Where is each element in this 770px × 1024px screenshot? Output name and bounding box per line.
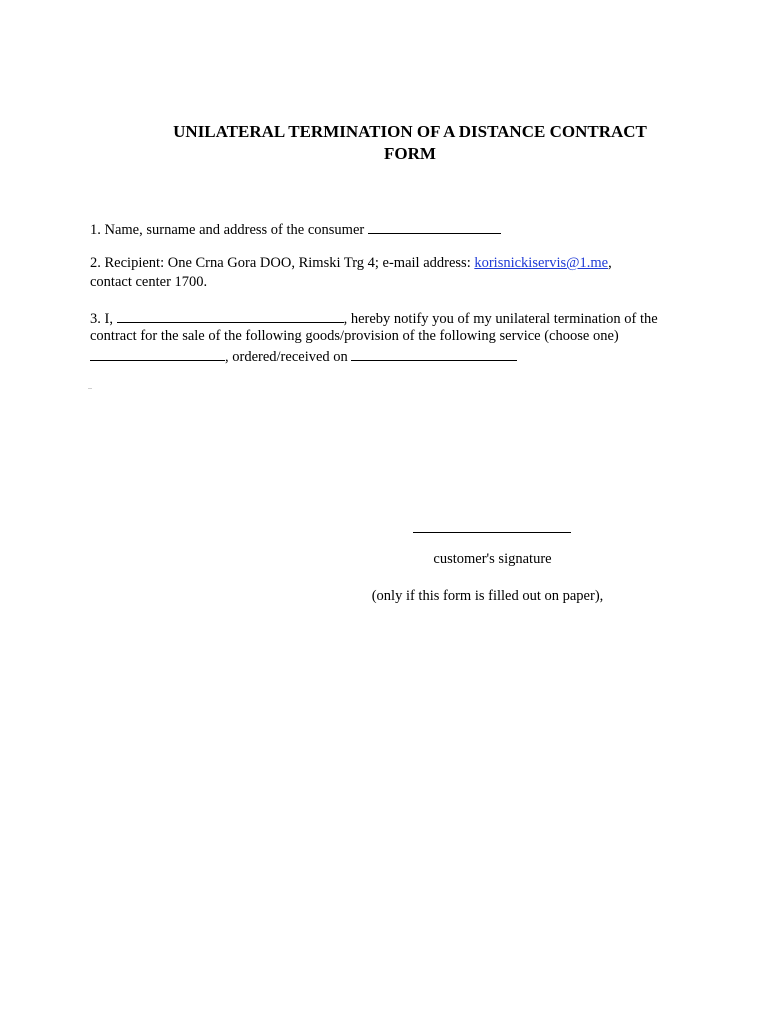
signature-note: (only if this form is filled out on paper), xyxy=(371,588,604,604)
item-3-prefix: 3. I, xyxy=(90,311,117,327)
item-3-notice-line-3 xyxy=(90,346,690,367)
goods-service-blank[interactable] xyxy=(90,346,225,361)
email-link[interactable]: korisnickiservis@1.me xyxy=(474,255,609,271)
item-1-text: 1. Name, surname and address of the consumer xyxy=(90,222,368,238)
consumer-name-blank[interactable] xyxy=(368,219,501,234)
item-2-prefix: 2. Recipient: One Crna Gora DOO, Rimski Trg 4; e-mail address: xyxy=(90,255,475,271)
item-3-notice-line-2: contract for the sale of the following goods/provision of the following service (choose one) xyxy=(90,328,619,344)
item-2-contact-center: contact center 1700. xyxy=(90,274,208,290)
item-2-recipient xyxy=(90,254,690,273)
item-2-suffix: , xyxy=(608,255,612,271)
order-date-blank[interactable] xyxy=(351,346,517,361)
form-title-line-2: FORM xyxy=(384,144,436,163)
form-title-line-1: UNILATERAL TERMINATION OF A DISTANCE CONTRACT xyxy=(173,122,647,141)
item-1-consumer-details xyxy=(90,219,690,240)
item-3-ordered-received: , ordered/received on xyxy=(225,349,352,365)
signature-label: customer's signature xyxy=(433,551,552,567)
item-3-notice-line-1 xyxy=(90,308,690,329)
signature-line[interactable] xyxy=(413,532,571,533)
stray-mark xyxy=(88,388,92,389)
consumer-identity-blank[interactable] xyxy=(117,308,344,323)
item-3-after-blank: , hereby notify you of my unilateral termination of the xyxy=(343,311,658,327)
